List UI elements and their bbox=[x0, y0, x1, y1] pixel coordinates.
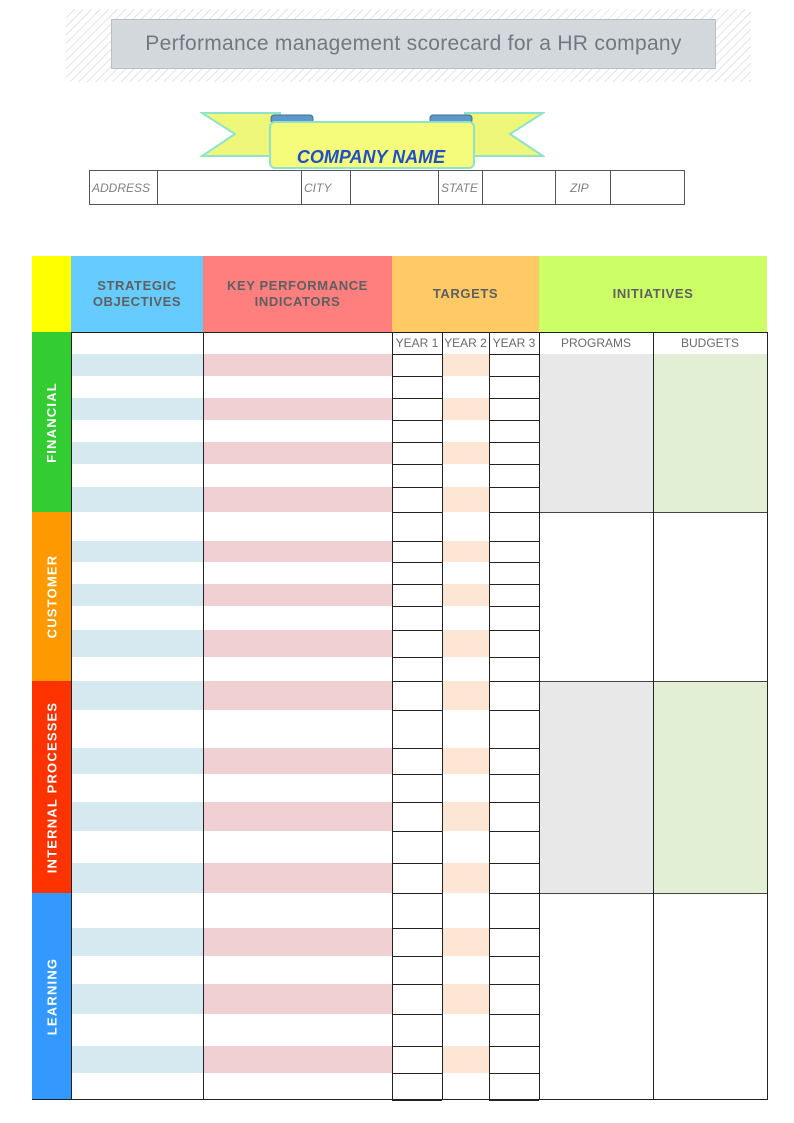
year1-header: YEAR 1 bbox=[395, 336, 439, 350]
year1-cell[interactable] bbox=[392, 956, 442, 984]
year3-cell[interactable] bbox=[489, 512, 539, 541]
year2-cell[interactable] bbox=[442, 630, 489, 657]
year3-cell[interactable] bbox=[489, 893, 539, 928]
grid-line bbox=[489, 802, 539, 803]
year1-cell[interactable] bbox=[392, 863, 442, 893]
grid-line bbox=[489, 657, 539, 658]
year1-cell[interactable] bbox=[392, 802, 442, 831]
grid-line bbox=[489, 928, 539, 929]
grid-line bbox=[392, 420, 442, 421]
year3-cell[interactable] bbox=[489, 681, 539, 710]
year3-cell[interactable] bbox=[489, 464, 539, 487]
year3-cell[interactable] bbox=[489, 774, 539, 802]
programs-header: PROGRAMS bbox=[560, 336, 631, 350]
year3-cell[interactable] bbox=[489, 831, 539, 863]
year1-cell[interactable] bbox=[392, 487, 442, 512]
perspective-label: LEARNING bbox=[44, 957, 59, 1036]
address-label: ADDRESS bbox=[90, 171, 158, 205]
objective-cell[interactable] bbox=[71, 1014, 203, 1046]
grid-line bbox=[489, 1014, 539, 1015]
year3-cell[interactable] bbox=[489, 748, 539, 774]
state-label: STATE bbox=[439, 171, 483, 205]
grid-line bbox=[489, 863, 539, 864]
grid-line bbox=[653, 332, 654, 1100]
zip-label: ZIP bbox=[556, 171, 611, 205]
corner-cell bbox=[32, 256, 71, 332]
year2-cell[interactable] bbox=[442, 956, 489, 984]
year1-cell[interactable] bbox=[392, 420, 442, 442]
year3-cell[interactable] bbox=[489, 1046, 539, 1073]
initiatives-header: INITIATIVES bbox=[539, 256, 767, 332]
year3-cell[interactable] bbox=[489, 657, 539, 681]
grid-line bbox=[392, 956, 442, 957]
grid-line bbox=[392, 802, 442, 803]
objective-cell[interactable] bbox=[71, 956, 203, 984]
kpi-cell[interactable] bbox=[203, 630, 392, 657]
objective-cell[interactable] bbox=[71, 1046, 203, 1073]
grid-line bbox=[392, 681, 442, 682]
perspective-label: CUSTOMER bbox=[44, 554, 60, 639]
objective-cell[interactable] bbox=[71, 1073, 203, 1100]
year1-cell[interactable] bbox=[392, 657, 442, 681]
grid-line bbox=[489, 1046, 539, 1047]
objective-cell[interactable] bbox=[71, 541, 203, 562]
objective-cell[interactable] bbox=[71, 774, 203, 802]
grid-line bbox=[489, 984, 539, 985]
year3-cell[interactable] bbox=[489, 1014, 539, 1046]
grid-line bbox=[539, 332, 540, 1100]
grid-line bbox=[489, 376, 539, 377]
kpi-cell[interactable] bbox=[203, 562, 392, 584]
grid-line bbox=[392, 606, 442, 607]
year3-cell[interactable] bbox=[489, 487, 539, 512]
page-title: Performance management scorecard for a HR company bbox=[111, 19, 716, 69]
objective-cell[interactable] bbox=[71, 748, 203, 774]
perspective-label: INTERNAL PROCESSES bbox=[44, 701, 60, 873]
objective-cell[interactable] bbox=[71, 606, 203, 630]
grid-line bbox=[489, 442, 539, 443]
perspective-label: FINANCIAL bbox=[44, 381, 60, 463]
year1-cell[interactable] bbox=[392, 376, 442, 398]
city-field[interactable] bbox=[351, 171, 439, 205]
grid-line bbox=[392, 541, 442, 542]
year1-cell[interactable] bbox=[392, 774, 442, 802]
year2-header: YEAR 2 bbox=[444, 336, 487, 350]
year3-cell[interactable] bbox=[489, 420, 539, 442]
year1-cell[interactable] bbox=[392, 606, 442, 630]
objective-cell[interactable] bbox=[71, 928, 203, 956]
grid-line bbox=[392, 398, 442, 399]
grid-line bbox=[71, 332, 72, 1100]
year3-cell[interactable] bbox=[489, 562, 539, 584]
objective-cell[interactable] bbox=[71, 354, 203, 376]
year1-cell[interactable] bbox=[392, 710, 442, 748]
year2-cell[interactable] bbox=[442, 928, 489, 956]
year2-cell[interactable] bbox=[442, 1046, 489, 1073]
year2-cell[interactable] bbox=[442, 606, 489, 630]
year2-cell[interactable] bbox=[442, 487, 489, 512]
address-field[interactable] bbox=[158, 171, 302, 205]
grid-line bbox=[442, 332, 443, 1100]
year2-cell[interactable] bbox=[442, 1014, 489, 1046]
year3-header: YEAR 3 bbox=[492, 336, 536, 350]
year3-cell[interactable] bbox=[489, 928, 539, 956]
perspective-financial bbox=[32, 332, 71, 512]
grid-line bbox=[392, 630, 442, 631]
grid-line bbox=[489, 398, 539, 399]
kpi-cell[interactable] bbox=[203, 863, 392, 893]
year2-cell[interactable] bbox=[442, 512, 489, 541]
kpi-cell[interactable] bbox=[203, 657, 392, 681]
kpi-cell[interactable] bbox=[203, 487, 392, 512]
year1-cell[interactable] bbox=[392, 398, 442, 420]
objective-cell[interactable] bbox=[71, 863, 203, 893]
year1-cell[interactable] bbox=[392, 984, 442, 1014]
objective-cell[interactable] bbox=[71, 984, 203, 1014]
grid-line bbox=[392, 657, 442, 658]
company-name[interactable]: COMPANY NAME bbox=[296, 147, 446, 167]
year1-cell[interactable] bbox=[392, 584, 442, 606]
grid-line bbox=[489, 420, 539, 421]
grid-line bbox=[489, 562, 539, 563]
title-banner bbox=[66, 9, 751, 82]
year2-cell[interactable] bbox=[442, 442, 489, 464]
objective-cell[interactable] bbox=[71, 893, 203, 928]
year1-cell[interactable] bbox=[392, 1073, 442, 1100]
year2-cell[interactable] bbox=[442, 681, 489, 710]
year1-cell[interactable] bbox=[392, 893, 442, 928]
grid-line bbox=[489, 512, 539, 513]
kpi-cell[interactable] bbox=[203, 584, 392, 606]
state-field[interactable] bbox=[483, 171, 556, 205]
kpi-cell[interactable] bbox=[203, 398, 392, 420]
year2-cell[interactable] bbox=[442, 748, 489, 774]
year1-cell[interactable] bbox=[392, 464, 442, 487]
year3-cell[interactable] bbox=[489, 710, 539, 748]
year1-cell[interactable] bbox=[392, 512, 442, 541]
kpi-cell[interactable] bbox=[203, 1073, 392, 1100]
year1-cell[interactable] bbox=[392, 630, 442, 657]
kpi-cell[interactable] bbox=[203, 710, 392, 748]
year2-cell[interactable] bbox=[442, 420, 489, 442]
year2-cell[interactable] bbox=[442, 584, 489, 606]
year1-cell[interactable] bbox=[392, 681, 442, 710]
year3-cell[interactable] bbox=[489, 1073, 539, 1100]
year3-cell[interactable] bbox=[489, 398, 539, 420]
grid-line bbox=[392, 893, 442, 894]
programs-internal-processes[interactable] bbox=[539, 681, 653, 893]
year3-cell[interactable] bbox=[489, 584, 539, 606]
year2-cell[interactable] bbox=[442, 1073, 489, 1100]
year3-cell[interactable] bbox=[489, 956, 539, 984]
budgets-header: BUDGETS bbox=[680, 336, 739, 350]
grid-line bbox=[489, 831, 539, 832]
kpi-cell[interactable] bbox=[203, 512, 392, 541]
grid-line bbox=[489, 681, 539, 682]
kpi-cell[interactable] bbox=[203, 831, 392, 863]
objective-cell[interactable] bbox=[71, 464, 203, 487]
budgets-internal-processes[interactable] bbox=[653, 681, 767, 893]
targets-header: TARGETS bbox=[392, 256, 539, 332]
year1-cell[interactable] bbox=[392, 541, 442, 562]
grid-line bbox=[392, 928, 442, 929]
grid-line bbox=[392, 487, 442, 488]
kpi-cell[interactable] bbox=[203, 928, 392, 956]
grid-line bbox=[489, 956, 539, 957]
year2-cell[interactable] bbox=[442, 774, 489, 802]
grid-line bbox=[767, 332, 768, 1100]
objective-cell[interactable] bbox=[71, 630, 203, 657]
budgets-financial[interactable] bbox=[653, 354, 767, 512]
objective-cell[interactable] bbox=[71, 487, 203, 512]
kpi-cell[interactable] bbox=[203, 774, 392, 802]
grid-line bbox=[392, 354, 442, 355]
year2-cell[interactable] bbox=[442, 831, 489, 863]
year2-cell[interactable] bbox=[442, 802, 489, 831]
perspective-internal-processes bbox=[32, 681, 71, 893]
grid-line bbox=[489, 354, 539, 355]
grid-line bbox=[392, 748, 442, 749]
perspective-learning bbox=[32, 893, 71, 1100]
kpi-cell[interactable] bbox=[203, 984, 392, 1014]
year2-cell[interactable] bbox=[442, 376, 489, 398]
programs-financial[interactable] bbox=[539, 354, 653, 512]
grid-line bbox=[392, 774, 442, 775]
grid-line bbox=[489, 893, 539, 894]
kpi-cell[interactable] bbox=[203, 464, 392, 487]
grid-line bbox=[392, 1014, 442, 1015]
grid-line bbox=[489, 487, 539, 488]
kpi-cell[interactable] bbox=[203, 1014, 392, 1046]
year1-cell[interactable] bbox=[392, 748, 442, 774]
objective-cell[interactable] bbox=[71, 710, 203, 748]
kpi-cell[interactable] bbox=[203, 420, 392, 442]
grid-line bbox=[392, 442, 442, 443]
kpi-cell[interactable] bbox=[203, 442, 392, 464]
grid-line bbox=[203, 332, 204, 1100]
year2-cell[interactable] bbox=[442, 657, 489, 681]
year2-cell[interactable] bbox=[442, 710, 489, 748]
grid-line bbox=[392, 584, 442, 585]
objectives-header: STRATEGIC OBJECTIVES bbox=[71, 256, 203, 332]
year2-cell[interactable] bbox=[442, 464, 489, 487]
kpi-cell[interactable] bbox=[203, 681, 392, 710]
year3-cell[interactable] bbox=[489, 863, 539, 893]
year3-cell[interactable] bbox=[489, 606, 539, 630]
year1-cell[interactable] bbox=[392, 562, 442, 584]
objective-cell[interactable] bbox=[71, 802, 203, 831]
objective-cell[interactable] bbox=[71, 562, 203, 584]
grid-line bbox=[392, 376, 442, 377]
kpi-cell[interactable] bbox=[203, 1046, 392, 1073]
year2-cell[interactable] bbox=[442, 562, 489, 584]
objective-cell[interactable] bbox=[71, 512, 203, 541]
grid-line bbox=[392, 710, 442, 711]
grid-line bbox=[489, 606, 539, 607]
year2-cell[interactable] bbox=[442, 541, 489, 562]
kpi-cell[interactable] bbox=[203, 376, 392, 398]
year2-cell[interactable] bbox=[442, 398, 489, 420]
grid-line bbox=[392, 512, 442, 513]
year1-cell[interactable] bbox=[392, 1014, 442, 1046]
year3-cell[interactable] bbox=[489, 630, 539, 657]
objective-cell[interactable] bbox=[71, 398, 203, 420]
grid-line bbox=[392, 1100, 442, 1101]
objective-cell[interactable] bbox=[71, 657, 203, 681]
grid-line bbox=[489, 630, 539, 631]
grid-line bbox=[392, 464, 442, 465]
objective-cell[interactable] bbox=[71, 831, 203, 863]
objective-cell[interactable] bbox=[71, 584, 203, 606]
grid-line bbox=[489, 584, 539, 585]
grid-line bbox=[392, 1046, 442, 1047]
year1-cell[interactable] bbox=[392, 442, 442, 464]
grid-line bbox=[489, 774, 539, 775]
grid-line bbox=[71, 332, 767, 333]
year1-cell[interactable] bbox=[392, 928, 442, 956]
kpi-header: KEY PERFORMANCE INDICATORS bbox=[203, 256, 392, 332]
kpi-cell[interactable] bbox=[203, 606, 392, 630]
objective-cell[interactable] bbox=[71, 376, 203, 398]
grid-line bbox=[392, 1073, 442, 1074]
grid-line bbox=[489, 541, 539, 542]
grid-line bbox=[489, 1100, 539, 1101]
kpi-cell[interactable] bbox=[203, 541, 392, 562]
grid-line bbox=[392, 831, 442, 832]
year2-cell[interactable] bbox=[442, 354, 489, 376]
kpi-cell[interactable] bbox=[203, 802, 392, 831]
grid-line bbox=[32, 1099, 767, 1100]
city-label: CITY bbox=[302, 171, 351, 205]
year3-cell[interactable] bbox=[489, 442, 539, 464]
kpi-cell[interactable] bbox=[203, 956, 392, 984]
year2-cell[interactable] bbox=[442, 984, 489, 1014]
grid-line bbox=[489, 332, 490, 1100]
grid-line bbox=[489, 1073, 539, 1074]
objective-cell[interactable] bbox=[71, 442, 203, 464]
zip-field[interactable] bbox=[611, 171, 685, 205]
grid-line bbox=[392, 863, 442, 864]
grid-line bbox=[392, 562, 442, 563]
grid-line bbox=[392, 332, 393, 1100]
kpi-cell[interactable] bbox=[203, 893, 392, 928]
scorecard bbox=[32, 256, 767, 1100]
grid-line bbox=[489, 710, 539, 711]
perspective-customer bbox=[32, 512, 71, 681]
year3-cell[interactable] bbox=[489, 376, 539, 398]
objective-cell[interactable] bbox=[71, 420, 203, 442]
year1-cell[interactable] bbox=[392, 354, 442, 376]
year1-cell[interactable] bbox=[392, 1046, 442, 1073]
year1-cell[interactable] bbox=[392, 831, 442, 863]
year2-cell[interactable] bbox=[442, 863, 489, 893]
kpi-cell[interactable] bbox=[203, 748, 392, 774]
grid-line bbox=[489, 464, 539, 465]
grid-line bbox=[392, 984, 442, 985]
grid-line bbox=[489, 748, 539, 749]
year3-cell[interactable] bbox=[489, 802, 539, 831]
year3-cell[interactable] bbox=[489, 354, 539, 376]
year2-cell[interactable] bbox=[442, 893, 489, 928]
kpi-cell[interactable] bbox=[203, 354, 392, 376]
year3-cell[interactable] bbox=[489, 984, 539, 1014]
address-table bbox=[89, 170, 685, 205]
objective-cell[interactable] bbox=[71, 681, 203, 710]
year3-cell[interactable] bbox=[489, 541, 539, 562]
